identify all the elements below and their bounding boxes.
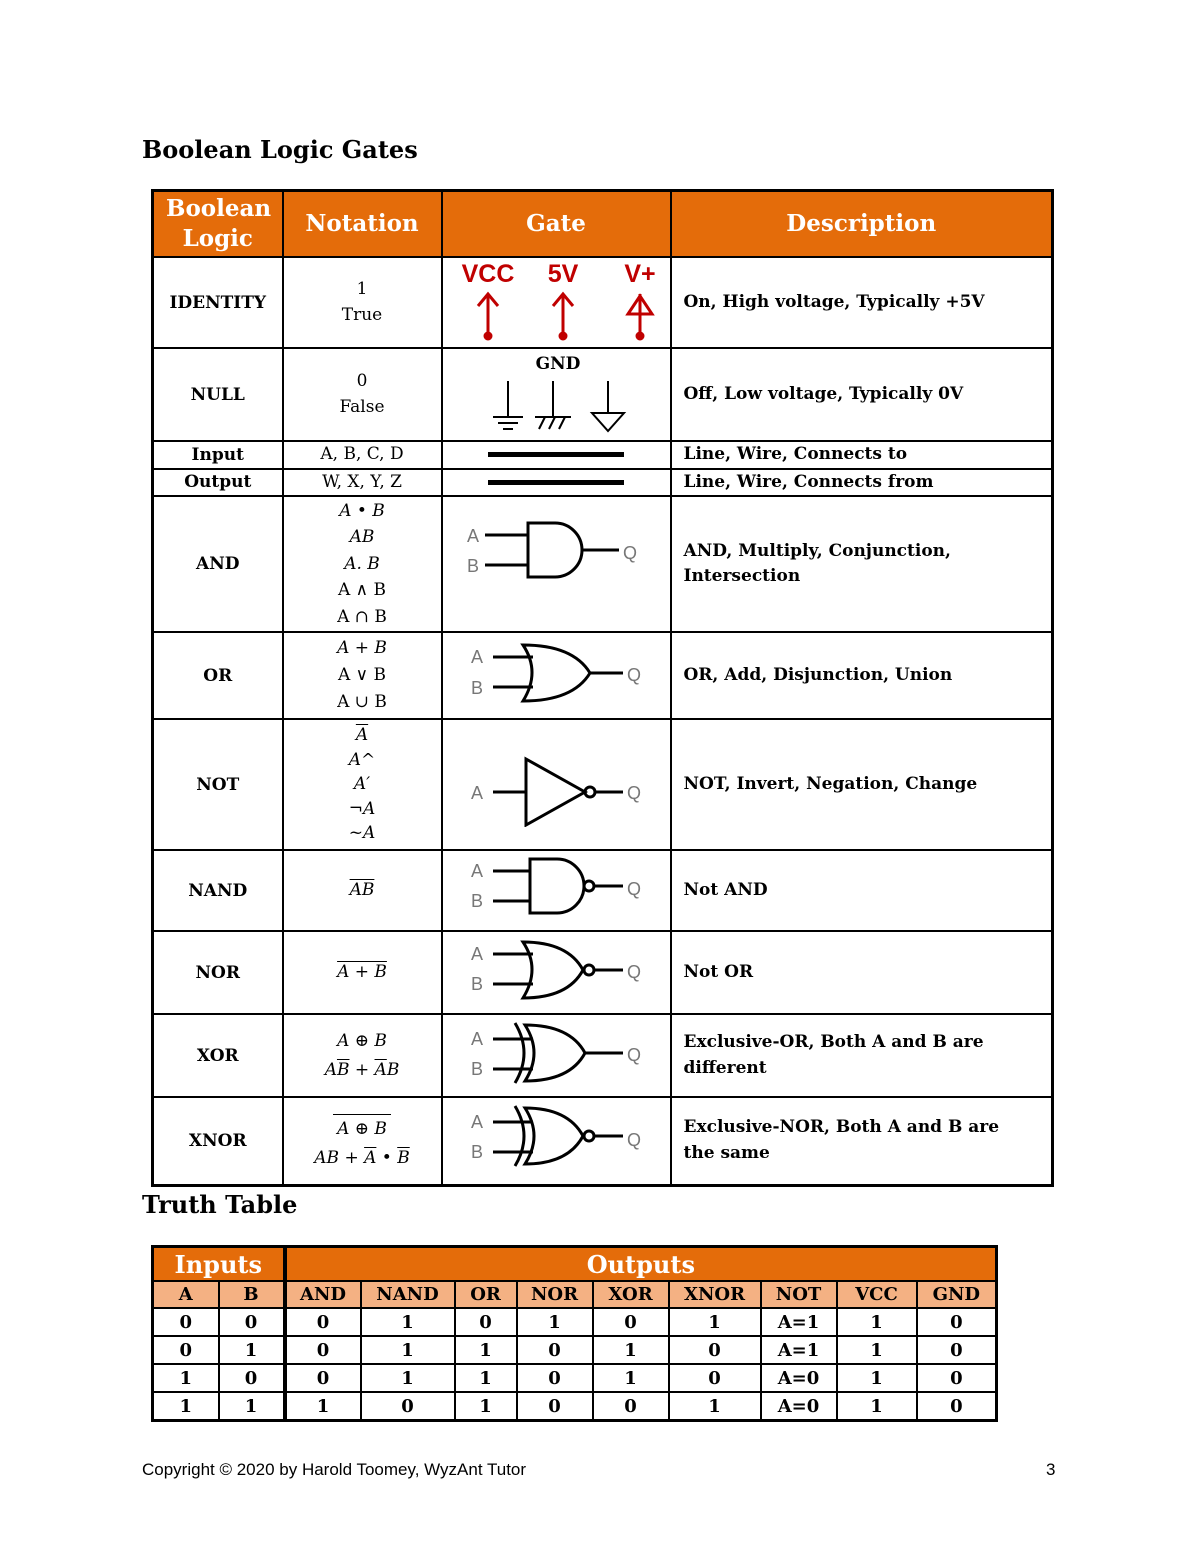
pin-q-label: Q bbox=[626, 879, 641, 899]
inputs-header: Inputs bbox=[153, 1247, 285, 1282]
gnd-label: GND bbox=[535, 354, 580, 374]
or-notation-1: A + B bbox=[337, 637, 387, 658]
table-cell: 1 bbox=[361, 1364, 455, 1392]
and-notation-1: A • B bbox=[339, 501, 385, 522]
table-cell: 1 bbox=[455, 1336, 517, 1364]
pin-a-label: A bbox=[466, 526, 479, 546]
table-cell: 0 bbox=[669, 1336, 761, 1364]
null-word: False bbox=[339, 396, 385, 417]
table-cell: 1 bbox=[669, 1392, 761, 1421]
xnor-gate-icon bbox=[443, 1098, 672, 1178]
header-description: Description bbox=[671, 191, 1053, 258]
pin-q-label: Q bbox=[622, 543, 637, 563]
pin-a-label: A bbox=[470, 1029, 483, 1049]
copyright: Copyright © 2020 by Harold Toomey, WyzAnt Tutor bbox=[142, 1460, 527, 1479]
table-cell: 0 bbox=[917, 1336, 997, 1364]
truth-table bbox=[151, 1245, 998, 1422]
table-cell: 1 bbox=[837, 1308, 917, 1336]
wire-line bbox=[488, 480, 624, 485]
table-cell: 0 bbox=[285, 1308, 361, 1336]
identity-desc: On, High voltage, Typically +5V bbox=[671, 257, 1053, 348]
pin-b-label: B bbox=[470, 891, 483, 911]
table-cell: 0 bbox=[361, 1392, 455, 1421]
xor-notation-2: $A\overline{B} + \overline{A}B$ bbox=[324, 1059, 400, 1080]
input-notation: A, B, C, D bbox=[283, 441, 442, 469]
and-name: AND bbox=[153, 496, 283, 632]
pin-q-label: Q bbox=[626, 962, 641, 982]
table-cell: 0 bbox=[153, 1308, 219, 1336]
table-cell: 1 bbox=[837, 1336, 917, 1364]
and-notation-5: A ∩ B bbox=[337, 606, 387, 627]
table-cell: 0 bbox=[285, 1336, 361, 1364]
xnor-notation-2: AB + $\overline{A}$ • $\overline{B}$ bbox=[314, 1148, 410, 1169]
not-notation-5: ~A bbox=[348, 823, 376, 844]
vcc-symbols bbox=[443, 258, 672, 342]
output-name: Output bbox=[153, 469, 283, 497]
column-header: B bbox=[219, 1281, 285, 1308]
pin-q-label: Q bbox=[626, 1045, 641, 1065]
and-notation-3: A. B bbox=[344, 553, 380, 574]
not-notation-3: A′ bbox=[353, 774, 371, 795]
table-cell: A=1 bbox=[761, 1308, 837, 1336]
table-cell: 0 bbox=[517, 1364, 593, 1392]
not-gate-icon bbox=[443, 737, 672, 827]
output-notation: W, X, Y, Z bbox=[283, 469, 442, 497]
table-cell: 0 bbox=[917, 1308, 997, 1336]
and-notation-4: A ∧ B bbox=[337, 580, 387, 601]
table-cell: 1 bbox=[361, 1308, 455, 1336]
wire-line bbox=[488, 452, 624, 457]
nor-notation: A + B bbox=[337, 961, 387, 982]
table-cell: 0 bbox=[669, 1364, 761, 1392]
table-cell: 1 bbox=[153, 1392, 219, 1421]
table-cell: 0 bbox=[917, 1392, 997, 1421]
column-header: GND bbox=[917, 1281, 997, 1308]
or-notation-3: A ∪ B bbox=[337, 692, 387, 713]
outputs-header: Outputs bbox=[285, 1247, 997, 1282]
pin-b-label: B bbox=[466, 556, 479, 576]
table-cell: 0 bbox=[593, 1392, 669, 1421]
nand-notation: $\overline{AB}$ bbox=[349, 879, 375, 900]
page-title: Boolean Logic Gates bbox=[142, 135, 418, 164]
table-cell: A=0 bbox=[761, 1364, 837, 1392]
ground-icon bbox=[493, 381, 624, 431]
pin-a-label: A bbox=[470, 783, 483, 803]
table-cell: 0 bbox=[219, 1308, 285, 1336]
nand-gate-icon bbox=[443, 851, 672, 925]
pin-q-label: Q bbox=[626, 783, 641, 803]
xnor-name: XNOR bbox=[153, 1097, 283, 1185]
pin-a-label: A bbox=[470, 861, 483, 881]
truth-table-title: Truth Table bbox=[142, 1190, 298, 1219]
column-header: XOR bbox=[593, 1281, 669, 1308]
table-cell: 1 bbox=[361, 1336, 455, 1364]
or-desc: OR, Add, Disjunction, Union bbox=[671, 632, 1053, 719]
table-cell: 1 bbox=[669, 1308, 761, 1336]
table-cell: 0 bbox=[593, 1308, 669, 1336]
xor-gate-icon bbox=[443, 1015, 672, 1091]
nor-gate-icon bbox=[443, 932, 672, 1008]
gates-table bbox=[151, 189, 1054, 1187]
table-row bbox=[153, 1336, 997, 1364]
xor-desc: Exclusive-OR, Both A and B are different bbox=[671, 1014, 1053, 1097]
not-notation-2: A^ bbox=[348, 749, 376, 770]
table-cell: A=1 bbox=[761, 1336, 837, 1364]
table-cell: 0 bbox=[285, 1364, 361, 1392]
column-header: OR bbox=[455, 1281, 517, 1308]
not-notation-4: ¬A bbox=[348, 798, 376, 819]
table-cell: 1 bbox=[219, 1336, 285, 1364]
xnor-desc: Exclusive-NOR, Both A and B are the same bbox=[671, 1097, 1053, 1185]
vcc-label: VCC bbox=[461, 260, 514, 288]
pin-q-label: Q bbox=[626, 1130, 641, 1151]
table-cell: 1 bbox=[153, 1364, 219, 1392]
header-notation: Notation bbox=[283, 191, 442, 258]
output-desc: Line, Wire, Connects from bbox=[671, 469, 1053, 497]
pin-a-label: A bbox=[470, 647, 483, 667]
table-cell: 0 bbox=[153, 1336, 219, 1364]
null-value: 0 bbox=[356, 371, 368, 391]
table-cell: 1 bbox=[837, 1392, 917, 1421]
page-number: 3 bbox=[1046, 1460, 1056, 1479]
table-cell: 0 bbox=[219, 1364, 285, 1392]
header-boolean-logic: Boolean Logic bbox=[153, 191, 283, 258]
nand-name: NAND bbox=[153, 850, 283, 931]
table-row bbox=[153, 1364, 997, 1392]
pin-a-label: A bbox=[470, 944, 483, 964]
not-name: NOT bbox=[153, 719, 283, 850]
input-desc: Line, Wire, Connects to bbox=[671, 441, 1053, 469]
or-name: OR bbox=[153, 632, 283, 719]
table-cell: 1 bbox=[517, 1308, 593, 1336]
and-gate-icon bbox=[443, 497, 672, 587]
not-notation-1: $\overline{A}$ bbox=[355, 724, 369, 745]
table-cell: 1 bbox=[219, 1392, 285, 1421]
table-cell: 0 bbox=[517, 1336, 593, 1364]
input-name: Input bbox=[153, 441, 283, 469]
identity-name: IDENTITY bbox=[153, 257, 283, 348]
table-row bbox=[153, 1392, 997, 1421]
ground-symbols bbox=[443, 349, 672, 435]
column-header: VCC bbox=[837, 1281, 917, 1308]
table-cell: A=0 bbox=[761, 1392, 837, 1421]
table-cell: 1 bbox=[455, 1364, 517, 1392]
identity-value: 1 bbox=[356, 279, 368, 299]
column-header: NOT bbox=[761, 1281, 837, 1308]
5v-label: 5V bbox=[547, 260, 578, 288]
and-notation-2: AB bbox=[349, 527, 375, 548]
pin-b-label: B bbox=[470, 1142, 483, 1163]
xnor-notation-1: A ⊕ B bbox=[337, 1119, 387, 1140]
arrow-up-icon bbox=[478, 294, 652, 339]
identity-word: True bbox=[341, 304, 383, 325]
column-header: NAND bbox=[361, 1281, 455, 1308]
table-row bbox=[153, 1308, 997, 1336]
vplus-label: V+ bbox=[623, 260, 656, 288]
column-header: NOR bbox=[517, 1281, 593, 1308]
pin-b-label: B bbox=[470, 1059, 483, 1079]
null-name: NULL bbox=[153, 348, 283, 441]
pin-b-label: B bbox=[470, 678, 483, 698]
table-cell: 0 bbox=[917, 1364, 997, 1392]
column-header: XNOR bbox=[669, 1281, 761, 1308]
table-cell: 1 bbox=[593, 1364, 669, 1392]
pin-a-label: A bbox=[470, 1112, 483, 1133]
or-notation-2: A ∨ B bbox=[337, 664, 387, 685]
nor-desc: Not OR bbox=[671, 931, 1053, 1014]
xor-notation-1: A ⊕ B bbox=[337, 1030, 387, 1051]
null-desc: Off, Low voltage, Typically 0V bbox=[671, 348, 1053, 441]
header-gate: Gate bbox=[442, 191, 671, 258]
or-gate-icon bbox=[443, 633, 672, 713]
column-header: A bbox=[153, 1281, 219, 1308]
and-desc: AND, Multiply, Conjunction, Intersection bbox=[671, 496, 1053, 632]
table-cell: 1 bbox=[837, 1364, 917, 1392]
table-cell: 0 bbox=[517, 1392, 593, 1421]
table-cell: 1 bbox=[593, 1336, 669, 1364]
not-desc: NOT, Invert, Negation, Change bbox=[671, 719, 1053, 850]
xor-name: XOR bbox=[153, 1014, 283, 1097]
nor-name: NOR bbox=[153, 931, 283, 1014]
table-cell: 1 bbox=[455, 1392, 517, 1421]
nand-desc: Not AND bbox=[671, 850, 1053, 931]
pin-b-label: B bbox=[470, 974, 483, 994]
pin-q-label: Q bbox=[626, 665, 641, 685]
column-header: AND bbox=[285, 1281, 361, 1308]
table-cell: 1 bbox=[285, 1392, 361, 1421]
table-cell: 0 bbox=[455, 1308, 517, 1336]
